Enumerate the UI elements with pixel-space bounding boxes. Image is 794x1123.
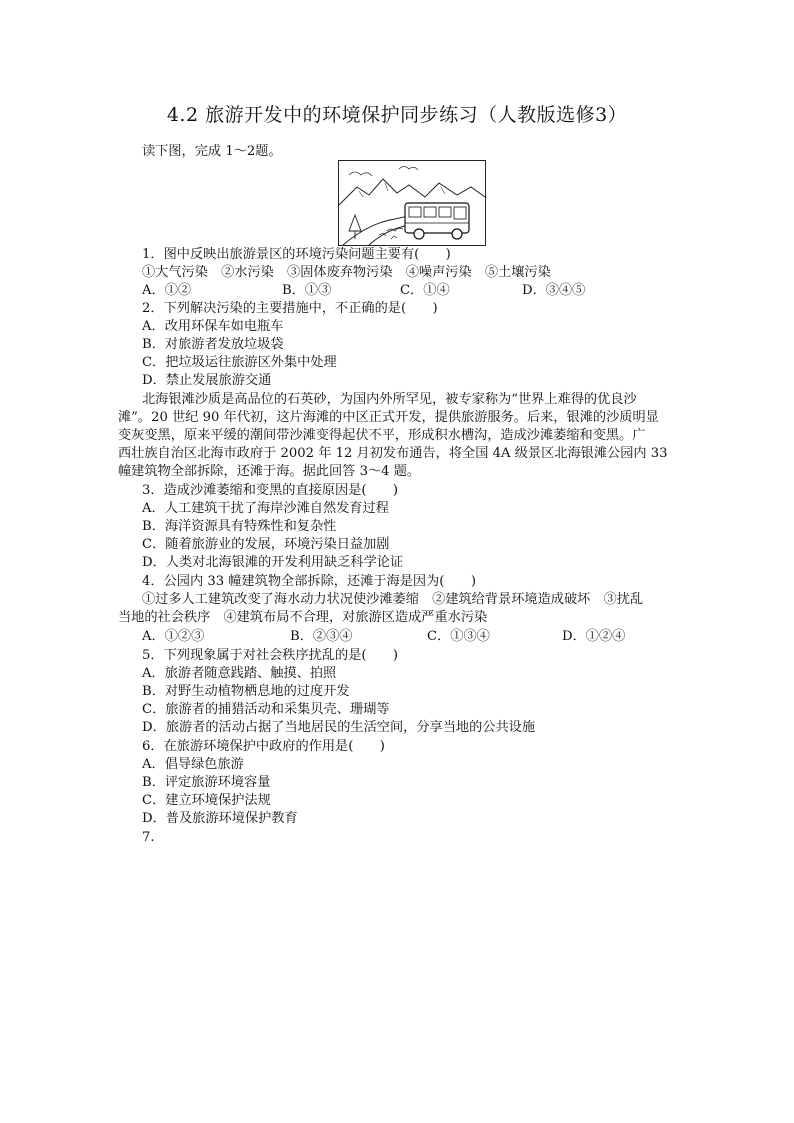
passage-line-4: 西壮族自治区北海市政府于 2002 年 12 月初发布通告，将全国 4A 级景区北海银滩公园内 33 [118, 446, 668, 461]
question-4-option-a: A．①②③ [142, 629, 205, 644]
question-5-option-b: B．对野生动植物栖息地的过度开发 [142, 684, 350, 699]
question-2-option-a: A．改用环保车如电瓶车 [142, 319, 284, 334]
question-3-stem: 3．造成沙滩萎缩和变黑的直接原因是( ) [142, 483, 399, 498]
question-1-option-b: B．①③ [282, 283, 332, 298]
question-6-option-d: D．普及旅游环境保护教育 [142, 811, 298, 826]
question-1-option-c: C．①④ [400, 283, 450, 298]
question-2-option-d: D．禁止发展旅游交通 [142, 373, 272, 388]
passage-line-2: 滩”。20 世纪 90 年代初，这片海滩的中区正式开发，提供旅游服务。后来，银滩的沙质明显 [118, 410, 659, 425]
passage-line-1: 北海银滩沙质是高品位的石英砂，为国内外所罕见，被专家称为“世界上难得的优良沙 [142, 392, 637, 407]
passage-line-3: 变灰变黑，原来平缓的潮间带沙滩变得起伏不平，形成积水槽沟，造成沙滩萎缩和变黑。广 [118, 428, 646, 443]
question-3-option-b: B．海洋资源具有特殊性和复杂性 [142, 519, 337, 534]
question-1-option-d: D．③④⑤ [522, 283, 586, 298]
question-2-option-b: B．对旅游者发放垃圾袋 [142, 337, 284, 352]
question-3-option-c: C．随着旅游业的发展，环境污染日益加剧 [142, 537, 390, 552]
question-6-option-a: A．倡导绿色旅游 [142, 757, 244, 772]
question-5-option-a: A．旅游者随意践踏、触摸、拍照 [142, 666, 337, 681]
question-1-choices: ①大气污染 ②水污染 ③固体废弃物污染 ④噪声污染 ⑤土壤污染 [142, 265, 551, 280]
question-4-option-b: B．②③④ [290, 629, 353, 644]
question-5-option-c: C．旅游者的捕猎活动和采集贝壳、珊瑚等 [142, 702, 390, 717]
question-6-option-c: C．建立环境保护法规 [142, 793, 271, 808]
page-title: 4.2 旅游开发中的环境保护同步练习（人教版选修3） [166, 104, 628, 126]
tourism-illustration [338, 160, 486, 246]
question-5-stem: 5．下列现象属于对社会秩序扰乱的是( ) [142, 648, 399, 663]
question-3-option-d: D．人类对北海银滩的开发利用缺乏科学论证 [142, 555, 404, 570]
question-4-choices-line-1: ①过多人工建筑改变了海水动力状况使沙滩萎缩 ②建筑给背景环境造成破坏 ③扰乱 [142, 592, 644, 607]
intro-text: 读下图，完成 1～2题。 [142, 144, 282, 159]
question-3-option-a: A．人工建筑干扰了海岸沙滩自然发育过程 [142, 501, 389, 516]
bus-scene-icon [339, 161, 485, 245]
question-7-stem: 7. [142, 830, 155, 845]
question-1-option-a: A．①② [142, 283, 192, 298]
question-2-option-c: C．把垃圾运往旅游区外集中处理 [142, 355, 337, 370]
passage-line-5: 幢建筑物全部拆除，还滩于海。据此回答 3～4 题。 [118, 464, 421, 479]
question-1-options [142, 282, 662, 300]
question-4-option-c: C．①③④ [427, 629, 490, 644]
question-2-stem: 2．下列解决污染的主要措施中，不正确的是( ) [142, 301, 438, 316]
question-6-stem: 6．在旅游环境保护中政府的作用是( ) [142, 739, 385, 754]
question-4-choices-line-2: 当地的社会秩序 ④建筑布局不合理，对旅游区造成严重水污染 [118, 610, 488, 625]
question-5-option-d: D．旅游者的活动占据了当地居民的生活空间，分享当地的公共设施 [142, 720, 536, 735]
question-4-option-d: D．①②④ [562, 629, 626, 644]
question-4-stem: 4．公园内 33 幢建筑物全部拆除，还滩于海是因为( ) [142, 574, 476, 589]
question-1-stem: 1．图中反映出旅游景区的环境污染问题主要有( ) [142, 247, 451, 262]
question-4-options [142, 628, 662, 646]
question-6-option-b: B．评定旅游环境容量 [142, 775, 271, 790]
